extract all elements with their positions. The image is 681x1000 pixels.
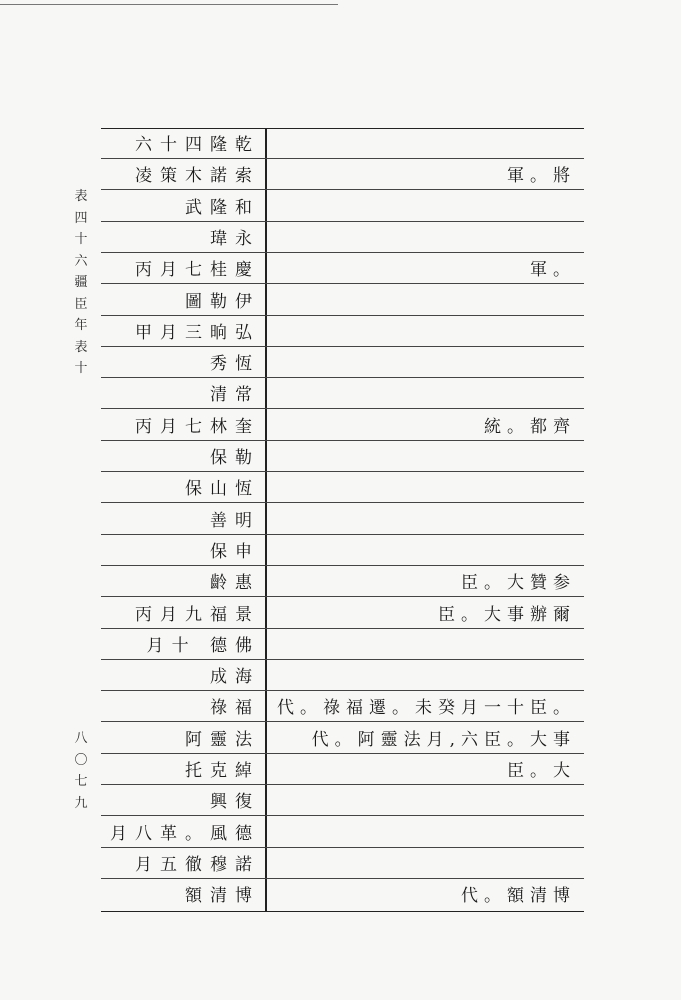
appointment-note: 代。阿靈法月,六臣。大事	[311, 729, 576, 750]
official-name: 保申	[210, 541, 260, 562]
table-row	[101, 633, 584, 660]
table-row	[101, 695, 584, 722]
running-header-char: 十	[74, 232, 88, 247]
official-name: 丙月七桂慶	[135, 260, 260, 281]
table-row	[101, 289, 584, 316]
running-header-char: 疆	[74, 275, 88, 290]
official-name: 興復	[210, 792, 260, 813]
official-name: 齡惠	[210, 573, 260, 594]
table-row	[101, 852, 584, 879]
table-row	[101, 476, 584, 503]
running-header-char: 表	[74, 339, 88, 355]
table-row	[101, 508, 584, 535]
official-name: 秀恆	[210, 354, 260, 375]
running-header-char: 表	[74, 189, 88, 204]
table-row	[101, 727, 584, 754]
official-name: 善明	[210, 510, 260, 531]
official-table	[101, 128, 584, 912]
appointment-note: 臣。大	[507, 761, 576, 781]
official-name: 阿靈法	[185, 729, 260, 750]
top-rule	[0, 4, 338, 5]
table-row	[101, 883, 584, 909]
appointment-note: 臣。大贊参	[461, 573, 576, 594]
official-name: 甲月三晌弘	[135, 322, 260, 343]
table-row	[101, 570, 584, 597]
appointment-note: 臣。大事辦爾	[438, 604, 576, 625]
table-row	[101, 195, 584, 222]
official-name: 清常	[210, 385, 260, 406]
page-number-char: 〇	[74, 752, 88, 768]
official-name: 月五徹穆諾	[135, 854, 260, 875]
running-header-char: 十	[74, 361, 88, 376]
official-name: 丙月七林奎	[135, 416, 260, 437]
table-row	[101, 257, 584, 284]
official-name: 保勒	[210, 448, 260, 468]
appointment-note: 代。額清博	[461, 886, 576, 907]
table-row	[101, 821, 584, 848]
table-row	[101, 758, 584, 785]
appointment-note: 代。祿福遷。未癸月一十臣。	[277, 698, 576, 719]
official-name: 額清博	[185, 886, 260, 907]
running-header	[70, 186, 92, 380]
table-row	[101, 320, 584, 347]
official-name: 凌策木諾索	[135, 166, 260, 187]
appointment-note: 軍。	[530, 260, 576, 281]
official-name: 武隆和	[185, 197, 260, 218]
page-number	[70, 728, 92, 814]
table-row	[101, 539, 584, 566]
appointment-note: 統。都齊	[484, 416, 576, 437]
official-name: 六十四隆乾	[135, 135, 260, 155]
official-name: 丙月九福景	[135, 604, 260, 625]
table-row	[101, 664, 584, 691]
running-header-char: 四	[74, 210, 88, 226]
page-number-char: 九	[74, 795, 88, 811]
running-header-char: 年	[74, 318, 88, 333]
official-name: 祿福	[210, 698, 260, 719]
appointment-note: 軍。將	[507, 166, 576, 187]
official-name: 瑋永	[210, 228, 260, 249]
official-name: 托克綽	[185, 761, 260, 781]
table-row	[101, 226, 584, 253]
table-row	[101, 789, 584, 816]
official-name: 保山恆	[185, 479, 260, 500]
table-row	[101, 414, 584, 441]
table-row	[101, 351, 584, 378]
page-number-char: 八	[74, 731, 88, 746]
running-header-char: 六	[74, 253, 88, 269]
official-name: 月十 德佛	[146, 635, 260, 656]
official-name: 圖勒伊	[185, 291, 260, 312]
running-header-char: 臣	[74, 296, 88, 312]
table-row	[101, 132, 584, 159]
official-name: 成海	[210, 667, 260, 688]
table-row	[101, 602, 584, 629]
table-row	[101, 445, 584, 472]
table-row	[101, 382, 584, 409]
table-row	[101, 163, 584, 190]
page-number-char: 七	[74, 774, 88, 789]
official-name: 月八革。風德	[110, 823, 260, 844]
